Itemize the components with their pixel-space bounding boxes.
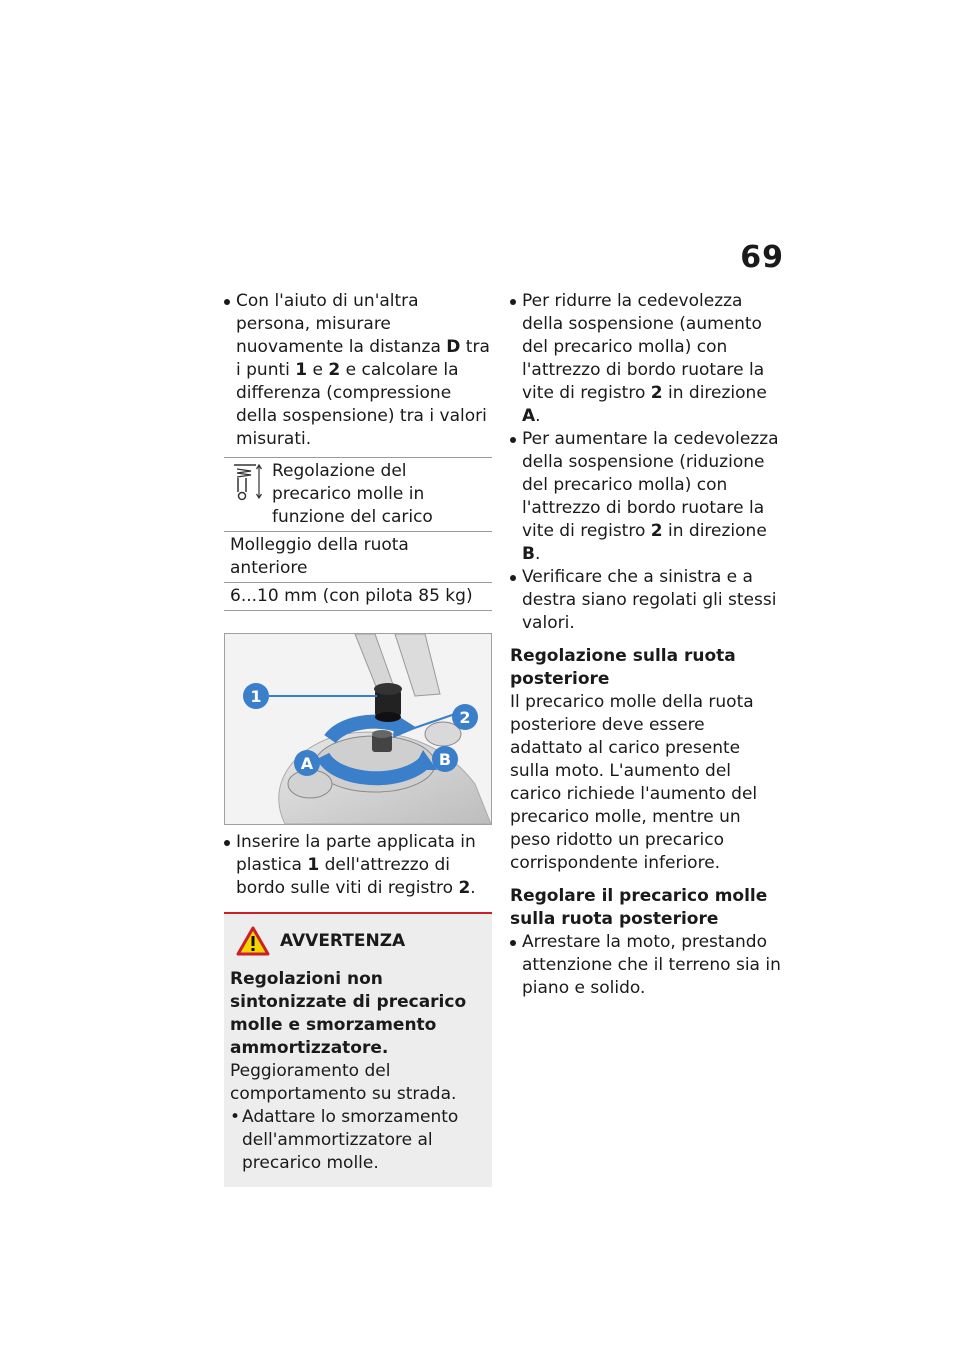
section-heading-adjust-rear: Regolare il precarico molle sulla ruota posteriore — [510, 886, 768, 929]
step-text: in direzione — [662, 383, 767, 403]
warning-box — [224, 912, 492, 1187]
ref-1: 1 — [307, 855, 320, 875]
preload-adjuster-figure — [224, 633, 492, 825]
step-text: tra i punti — [236, 337, 490, 380]
left-column — [224, 290, 492, 1187]
step-verify-sides: Verificare che a sinistra e a destra siano regolati gli stessi valori. — [510, 566, 782, 635]
spec-table — [224, 457, 492, 611]
callout-B: B — [438, 750, 452, 769]
step-text: Inserire la parte applicata in plastica — [236, 832, 476, 875]
rear-paragraph: Il precarico molle della ruota posteriore deve essere adattato al carico presente sulla moto. L'aumento del carico richiede l'aumento del precarico molle, mentre un peso ridotto un precarico corrispondente inferiore. — [510, 692, 758, 873]
ref-1: 1 — [295, 360, 308, 380]
ref-B: B — [522, 544, 535, 564]
right-column — [510, 290, 782, 1000]
warning-title-row — [236, 926, 484, 956]
step-text: dell'attrezzo di bordo sulle viti di registro — [236, 855, 459, 898]
warning-action: • Adattare lo smorzamento dell'ammortizzatore al precarico molle. — [230, 1106, 484, 1175]
spec-row-label: Molleggio della ruota anteriore — [224, 532, 492, 583]
spec-header-text: Regolazione del precarico molle in funzione del carico — [272, 461, 433, 527]
warning-consequence: Peggioramento del comportamento su strada. — [230, 1061, 457, 1104]
step-text: e — [307, 360, 329, 380]
step-text: . — [470, 878, 476, 898]
warning-heading: Regolazioni non sintonizzate di precarico molle e smorzamento ammortizzatore. — [230, 969, 467, 1058]
section-heading-rear: Regolazione sulla ruota posteriore — [510, 646, 736, 689]
ref-2: 2 — [328, 360, 341, 380]
step-text: . — [535, 406, 541, 426]
step-text: e calcolare la differenza (compressione della sospensione) tra i valori misurati. — [236, 360, 487, 449]
callout-2: 2 — [459, 708, 471, 727]
ref-2: 2 — [458, 878, 471, 898]
spring-preload-icon — [232, 462, 262, 502]
step-park-bike: Arrestare la moto, prestando attenzione che il terreno sia in piano e solido. — [510, 931, 782, 1000]
callout-1: 1 — [250, 687, 262, 706]
step-measure-distance — [224, 290, 492, 451]
step-text: Con l'aiuto di un'altra persona, misurare nuovamente la distanza — [236, 291, 447, 357]
step-text: . — [534, 544, 541, 564]
page-number: 69 — [740, 240, 784, 275]
spec-row-value: 6...10 mm (con pilota 85 kg) — [224, 583, 492, 611]
ref-D: D — [446, 337, 461, 357]
warning-title: AVVERTENZA — [280, 931, 406, 951]
step-reduce-compliance — [510, 290, 782, 428]
warning-triangle-icon — [236, 926, 270, 956]
step-text: Per aumentare la cedevolezza della sospensione (riduzione del precarico molla) con l'attrezzo di bordo ruotare la vite di registro — [522, 429, 779, 541]
ref-2: 2 — [650, 521, 663, 541]
step-increase-compliance — [510, 428, 782, 566]
ref-A: A — [522, 406, 536, 426]
step-text: in direzione — [662, 521, 767, 541]
spec-header — [224, 458, 492, 532]
step-text: Per ridurre la cedevolezza della sospensione (aumento del precarico molla) con l'attrezzo di bordo ruotare la vite di registro — [522, 291, 765, 403]
step-insert-tool — [224, 831, 492, 900]
ref-2: 2 — [650, 383, 663, 403]
callout-A: A — [300, 754, 314, 773]
